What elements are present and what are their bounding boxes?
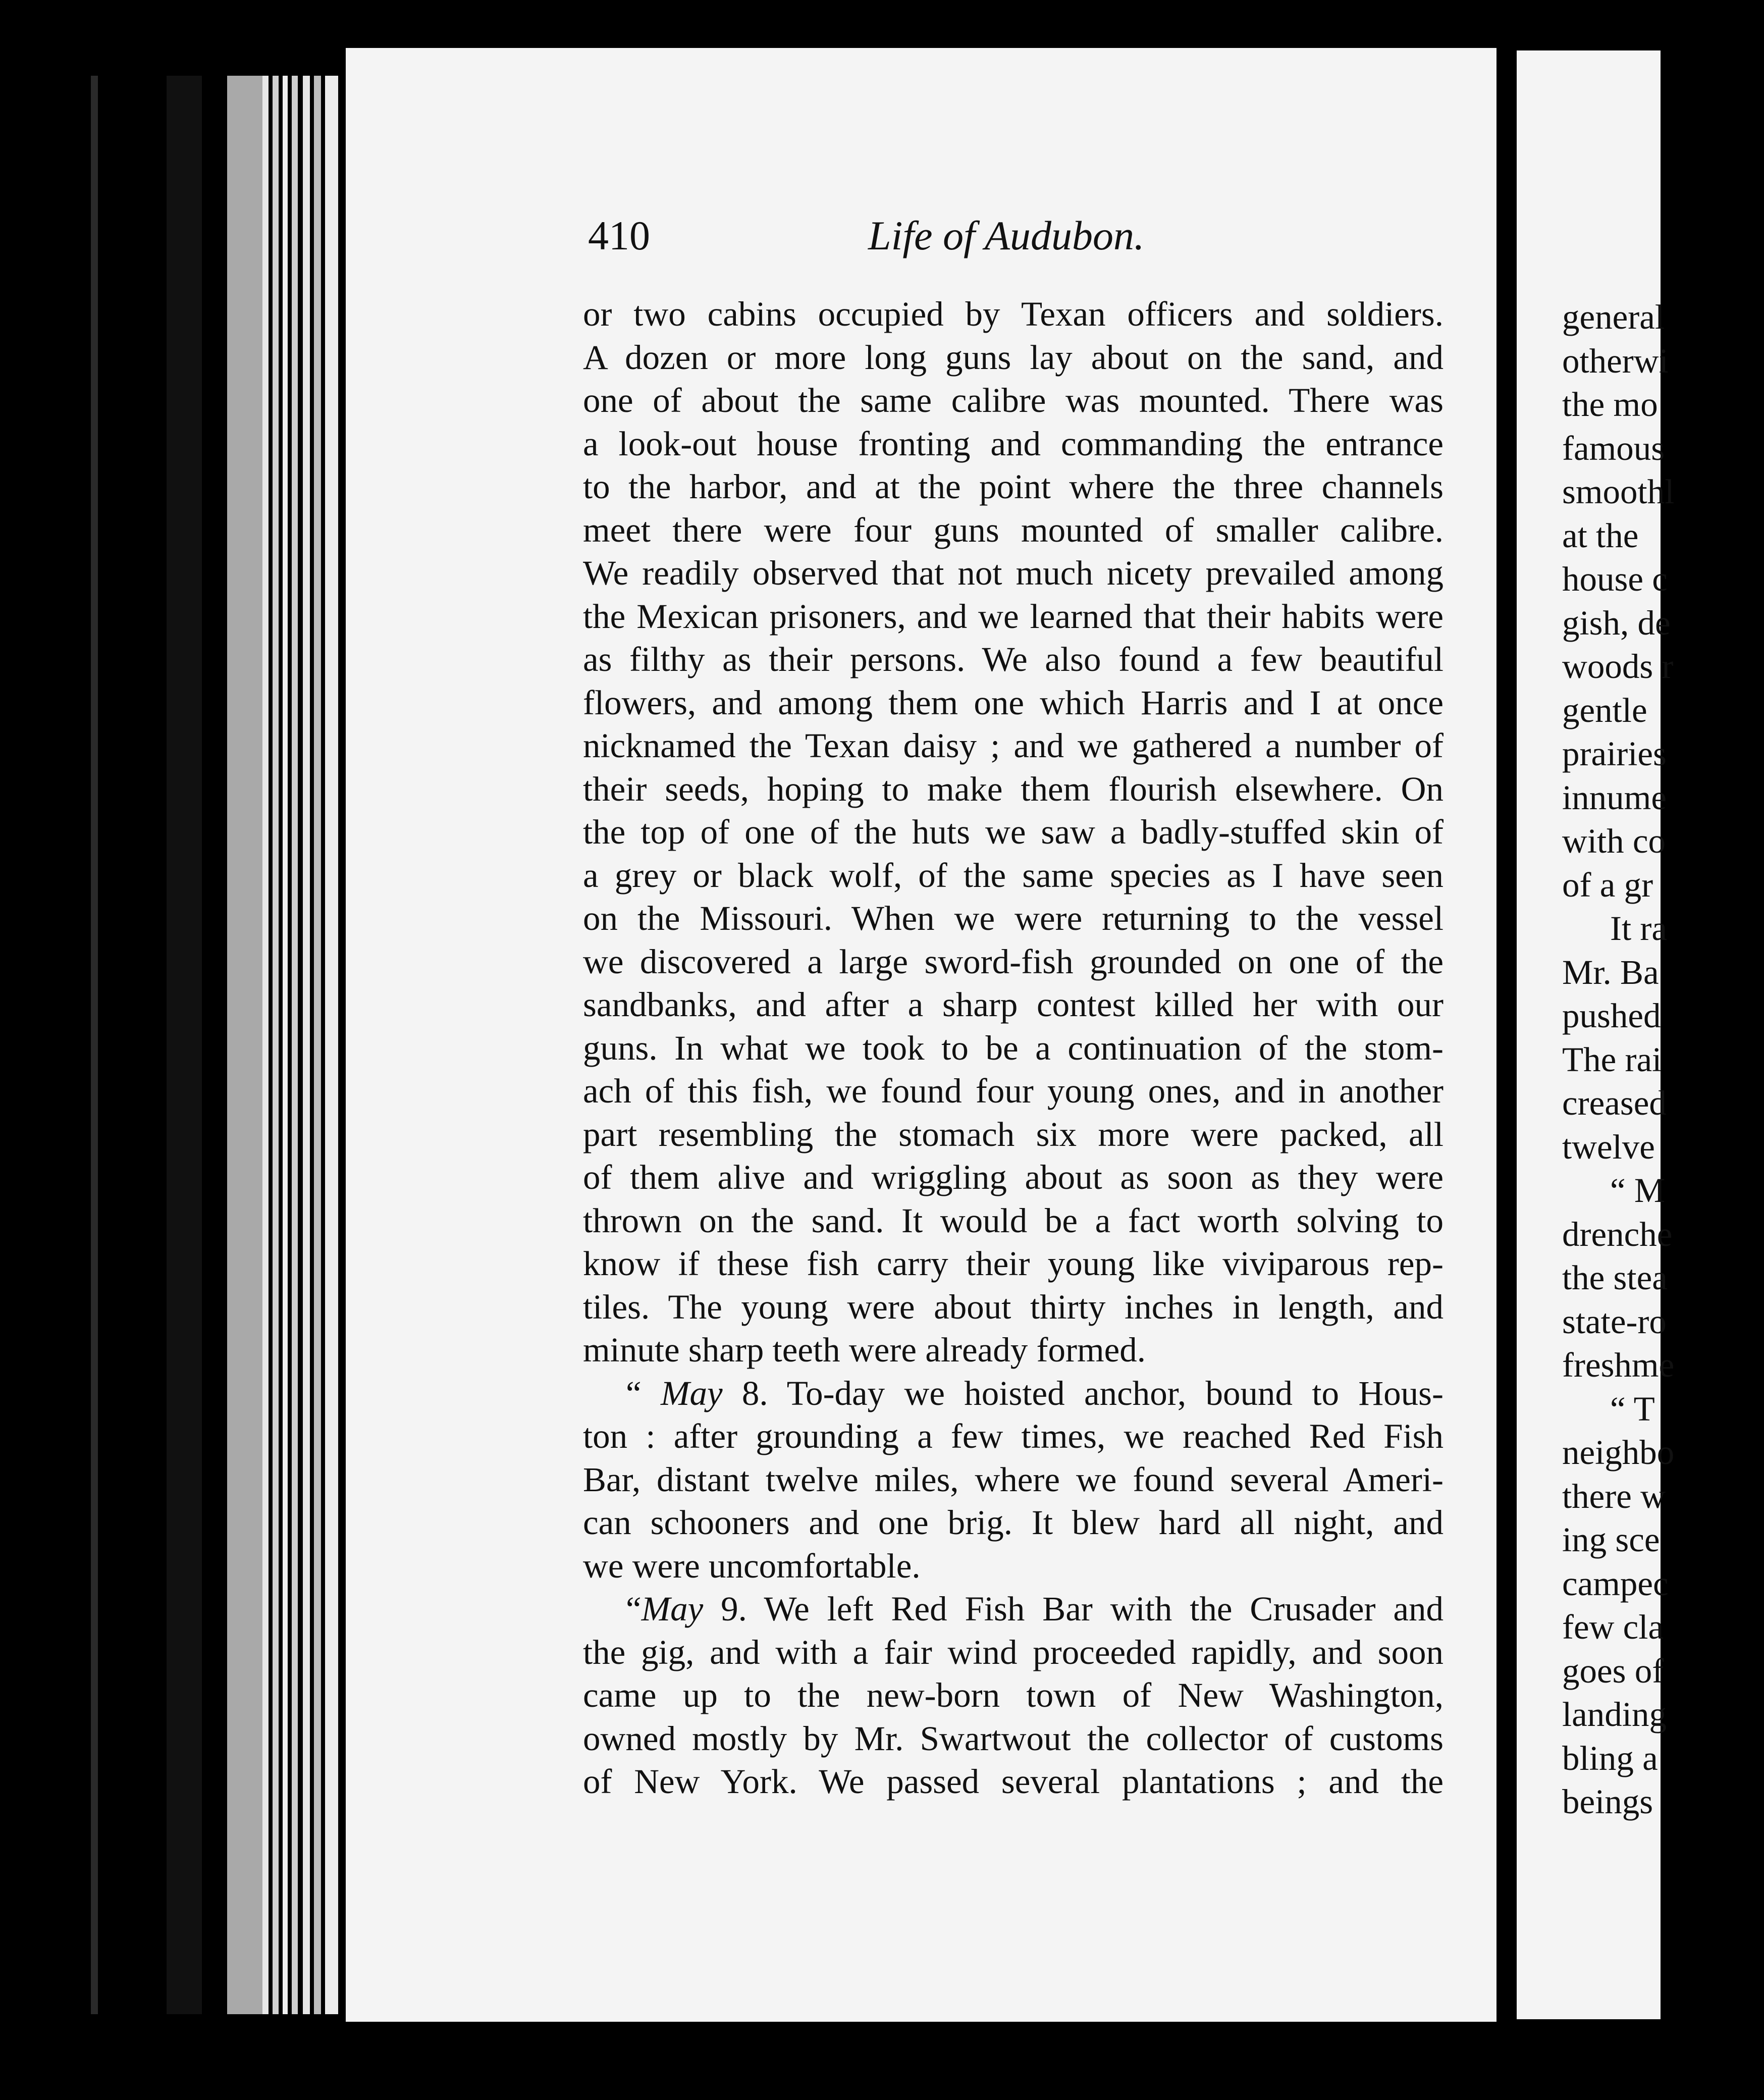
page-edge — [292, 76, 298, 2014]
text-line: of them alive and wriggling about as soon as they were — [583, 1158, 1444, 1196]
facing-text-line: “ T — [1610, 1389, 1655, 1428]
facing-text-line: freshme — [1562, 1346, 1675, 1384]
facing-text-line: The rai — [1562, 1040, 1662, 1079]
facing-text-line: bling a — [1562, 1739, 1658, 1777]
text-line: of New York. We passed several plantations ; and the — [583, 1762, 1444, 1801]
facing-text-line: goes of — [1562, 1651, 1664, 1690]
text-line: a grey or black wolf, of the same species as I have seen — [583, 856, 1444, 895]
text-line: the gig, and with a fair wind proceeded rapidly, and soon — [583, 1633, 1444, 1671]
text-line: minute sharp teeth were already formed. — [583, 1331, 1146, 1369]
facing-text-line: with co — [1562, 822, 1666, 860]
text-line: part resembling the stomach six more were packed, all — [583, 1115, 1444, 1153]
text-line: came up to the new-born town of New Washington, — [583, 1676, 1444, 1714]
text-line: thrown on the sand. It would be a fact worth solving to — [583, 1201, 1444, 1240]
page-edge — [283, 76, 288, 2014]
facing-text-line: the mo — [1562, 385, 1658, 424]
text-line: the Mexican prisoners, and we learned that their habits were — [583, 597, 1444, 636]
text-line: we discovered a large sword-fish grounded on one of the — [583, 942, 1444, 981]
facing-text-line: smoothl — [1562, 472, 1675, 511]
page-edge — [227, 76, 262, 2014]
text-line: “ May 8. To-day we hoisted anchor, bound to Hous- — [626, 1374, 1444, 1412]
text-line: tiles. The young were about thirty inches in length, and — [583, 1287, 1444, 1326]
facing-text-line: general — [1562, 298, 1665, 336]
facing-text-line: the stea — [1562, 1258, 1668, 1297]
facing-text-line: prairies — [1562, 734, 1667, 773]
page-edge — [314, 76, 321, 2014]
facing-page — [1517, 50, 1675, 2019]
page-edge — [91, 76, 98, 2014]
facing-text-line: at the — [1562, 516, 1639, 555]
text-line: on the Missouri. When we were returning to the vessel — [583, 899, 1444, 937]
facing-text-line: “ M — [1610, 1171, 1666, 1210]
text-line: “May 9. We left Red Fish Bar with the Crusader and — [626, 1590, 1444, 1628]
facing-text-line: landing — [1562, 1695, 1667, 1734]
text-line: one of about the same calibre was mounted. There was — [583, 381, 1444, 419]
text-line: we were uncomfortable. — [583, 1546, 921, 1585]
facing-text-line: of a gr — [1562, 865, 1653, 904]
facing-text-line: neighbo — [1562, 1433, 1675, 1472]
page-number: 410 — [588, 213, 650, 258]
date-italic: May — [641, 1590, 704, 1628]
text-line: guns. In what we took to be a continuation of the stom- — [583, 1028, 1444, 1067]
page-edge — [273, 76, 279, 2014]
page-edge — [167, 76, 202, 2014]
text-line: the top of one of the huts we saw a badly-stuffed skin of — [583, 813, 1444, 851]
text-line: know if these fish carry their young like viviparous rep- — [583, 1244, 1444, 1283]
facing-text-line: Mr. Ba — [1562, 953, 1659, 991]
text-line: ton : after grounding a few times, we reached Red Fish — [583, 1417, 1444, 1455]
text-line: as filthy as their persons. We also found a few beautiful — [583, 640, 1444, 678]
facing-text-line: beings — [1562, 1782, 1653, 1821]
text-line: We readily observed that not much nicety prevailed among — [583, 554, 1444, 592]
text-line: Bar, distant twelve miles, where we found several Ameri- — [583, 1460, 1444, 1499]
facing-text-line: ing sce — [1562, 1520, 1660, 1559]
text-line: owned mostly by Mr. Swartwout the collector of customs — [583, 1719, 1444, 1758]
paragraph — [583, 1415, 1444, 1588]
facing-text-line: campec — [1562, 1564, 1669, 1603]
page-stack-edge — [0, 0, 353, 2100]
facing-text-line: state-ro — [1562, 1302, 1667, 1341]
running-head — [588, 212, 1496, 273]
facing-text-line: gentle — [1562, 691, 1647, 729]
text-line: to the harbor, and at the point where the three channels — [583, 467, 1444, 506]
facing-text-line: drenche — [1562, 1215, 1673, 1253]
paragraph — [583, 293, 1444, 1372]
text-line: a look-out house fronting and commanding the entrance — [583, 424, 1444, 463]
facing-text-line: otherwi — [1562, 341, 1669, 380]
page-edge — [262, 76, 269, 2014]
facing-text-line: innume — [1562, 778, 1667, 817]
text-line: their seeds, hoping to make them flourish elsewhere. On — [583, 769, 1444, 808]
text-line: meet there were four guns mounted of smaller calibre. — [583, 510, 1444, 549]
facing-text-line: house c — [1562, 560, 1668, 598]
book-gutter — [1496, 0, 1517, 2100]
body-text — [583, 293, 1444, 1804]
text-line: flowers, and among them one which Harris and I at once — [583, 683, 1444, 722]
page-edge — [325, 76, 338, 2014]
text-line: nicknamed the Texan daisy ; and we gathered a number of — [583, 726, 1444, 765]
page-edge — [303, 76, 310, 2014]
text-line: sandbanks, and after a sharp contest killed her with our — [583, 985, 1444, 1024]
text-line: A dozen or more long guns lay about on the sand, and — [583, 338, 1444, 377]
facing-text-line: woods r — [1562, 647, 1674, 686]
facing-text-line: twelve — [1562, 1127, 1655, 1166]
facing-text-line: creased — [1562, 1084, 1667, 1122]
facing-text-line: few cla — [1562, 1608, 1664, 1646]
running-title: Life of Audubon. — [868, 213, 1145, 258]
facing-text-line: gish, de — [1562, 603, 1671, 642]
paragraph — [583, 1631, 1444, 1804]
text-line: or two cabins occupied by Texan officers and soldiers. — [583, 295, 1444, 333]
facing-text-line: It ra — [1610, 909, 1668, 948]
text-line: can schooners and one brig. It blew hard all night, and — [583, 1503, 1444, 1542]
facing-page-text — [1562, 295, 1764, 1824]
facing-text-line: famous — [1562, 429, 1665, 467]
facing-text-line: pushed — [1562, 996, 1661, 1035]
date-italic: May — [660, 1374, 723, 1412]
text-line: ach of this fish, we found four young ones, and in another — [583, 1072, 1444, 1110]
facing-text-line: there w — [1562, 1477, 1666, 1515]
